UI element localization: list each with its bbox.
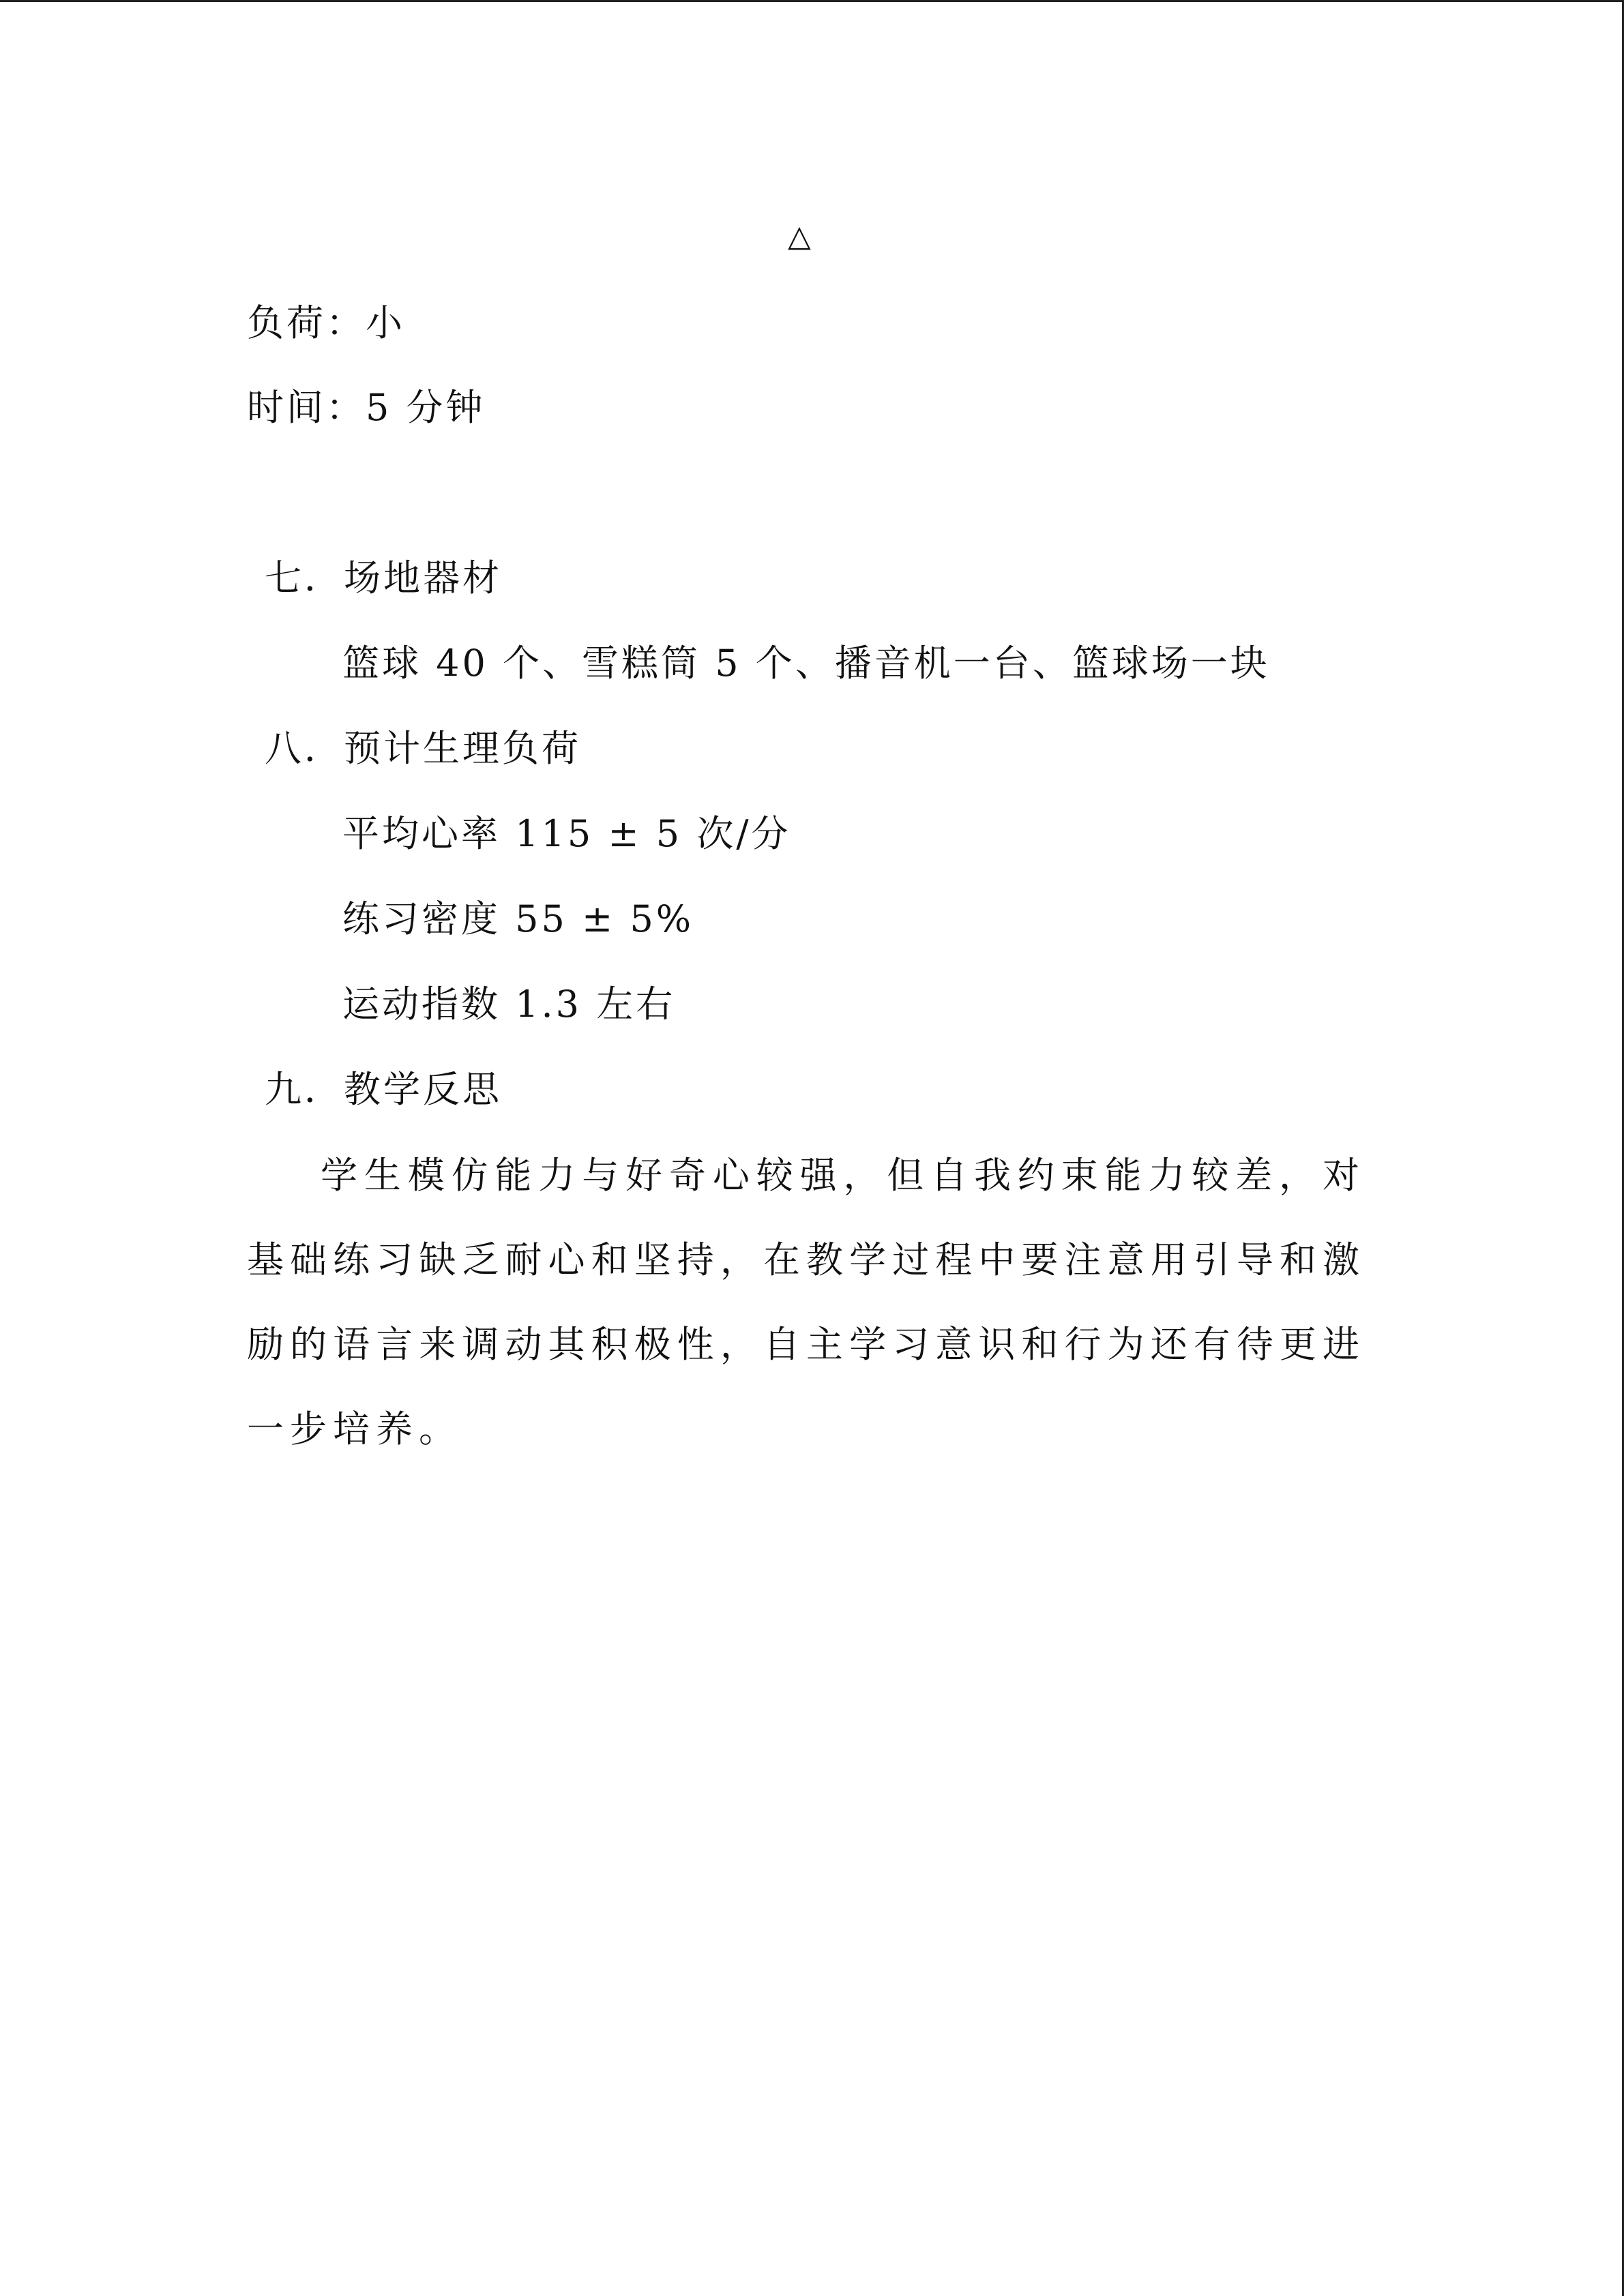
section-heading-load: 八．预计生理负荷 <box>265 727 581 770</box>
time-line: 时间：5 分钟 <box>247 386 486 429</box>
section-heading-reflection: 九．教学反思 <box>265 1068 502 1111</box>
load-line: 负荷：小 <box>247 301 405 344</box>
reflection-paragraph: 学生模仿能力与好奇心较强，但自我约束能力较差，对基础练习缺乏耐心和坚持，在教学过程中要注意用引导和激励的语言来调动其积极性，自主学习意识和行为还有待更进一步培养。 <box>247 1154 1365 1450</box>
heart-rate-item: 平均心率 115 ± 5 次/分 <box>342 812 791 855</box>
section-heading-venue: 七．场地器材 <box>265 556 502 599</box>
triangle-marker: △ <box>788 219 811 254</box>
venue-equipment-item: 篮球 40 个、雪糕筒 5 个、播音机一台、篮球场一块 <box>342 642 1270 685</box>
practice-density-item: 练习密度 55 ± 5% <box>342 897 694 940</box>
exercise-index-item: 运动指数 1.3 左右 <box>342 983 676 1026</box>
page-top-border <box>0 0 1624 2</box>
